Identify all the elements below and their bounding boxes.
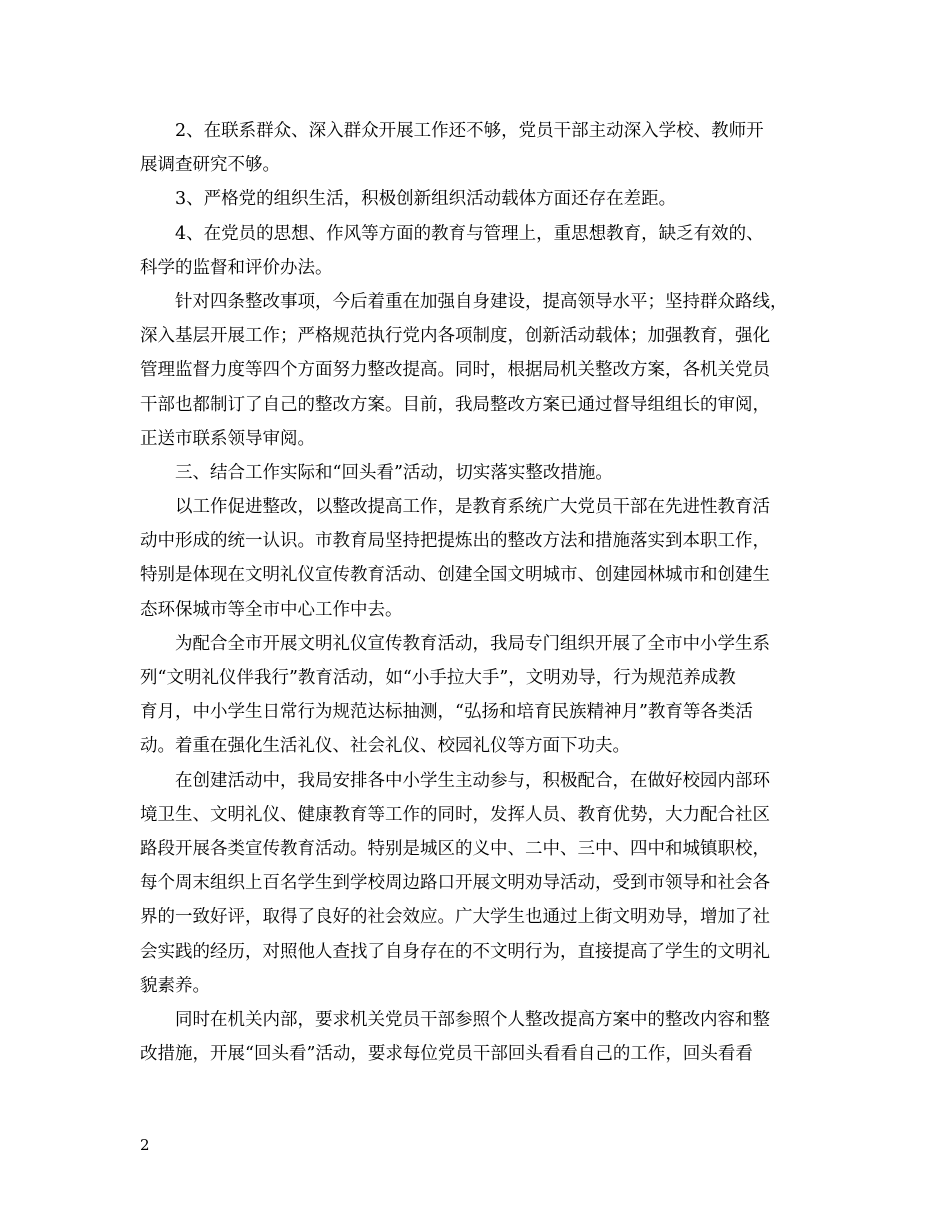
paragraph-line: 每个周末组织上百名学生到学校周边路口开展文明劝导活动，受到市领导和社会各 xyxy=(140,873,770,894)
paragraph-line: 貌素养。 xyxy=(140,975,210,996)
paragraph-line: 在创建活动中，我局安排各中小学生主动参与，积极配合，在做好校园内部环 xyxy=(175,770,770,791)
paragraph-line: 为配合全市开展文明礼仪宣传教育活动，我局专门组织开展了全市中小学生系 xyxy=(175,633,770,654)
paragraph-line: 2、在联系群众、深入群众开展工作还不够，党员干部主动深入学校、教师开 xyxy=(175,121,764,141)
paragraph-line: 3、严格党的组织生活，积极创新组织活动载体方面还存在差距。 xyxy=(175,189,677,210)
paragraph-line: 4、在党员的思想、作风等方面的教育与管理上，重思想教育，缺乏有效的、 xyxy=(175,223,764,244)
paragraph-line: 干部也都制订了自己的整改方案。目前，我局整改方案已通过督导组组长的审阅， xyxy=(140,394,770,415)
paragraph-line: 管理监督力度等四个方面努力整改提高。同时，根据局机关整改方案，各机关党员 xyxy=(140,360,770,381)
paragraph-line: 动。着重在强化生活礼仪、社会礼仪、校园礼仪等方面下功夫。 xyxy=(140,736,630,757)
paragraph-line: 境卫生、文明礼仪、健康教育等工作的同时，发挥人员、教育优势，大力配合社区 xyxy=(140,804,770,825)
paragraph-line: 针对四条整改事项，今后着重在加强自身建设，提高领导水平；坚持群众路线， xyxy=(175,291,788,312)
page-number: 2 xyxy=(140,1136,150,1154)
paragraph-line: 改措施，开展“回头看”活动，要求每位党员干部回头看看自己的工作，回头看看 xyxy=(140,1044,753,1065)
paragraph-line: 同时在机关内部，要求机关党员干部参照个人整改提高方案中的整改内容和整 xyxy=(175,1009,770,1030)
paragraph-line: 界的一致好评，取得了良好的社会效应。广大学生也通过上街文明劝导，增加了社 xyxy=(140,907,770,928)
paragraph-line: 科学的监督和评价办法。 xyxy=(140,257,333,278)
paragraph-line: 展调查研究不够。 xyxy=(140,155,280,176)
paragraph-line: 态环保城市等全市中心工作中去。 xyxy=(140,599,403,620)
paragraph-line: 会实践的经历，对照他人查找了自身存在的不文明行为，直接提高了学生的文明礼 xyxy=(140,941,770,962)
paragraph-line: 路段开展各类宣传教育活动。特别是城区的义中、二中、三中、四中和城镇职校， xyxy=(140,838,770,859)
paragraph-line: 特别是体现在文明礼仪宣传教育活动、创建全国文明城市、创建园林城市和创建生 xyxy=(140,565,770,586)
section-heading: 三、结合工作实际和“回头看”活动，切实落实整改措施。 xyxy=(175,462,613,483)
paragraph-line: 动中形成的统一认识。市教育局坚持把提炼出的整改方法和措施落实到本职工作， xyxy=(140,531,770,552)
paragraph-line: 正送市联系领导审阅。 xyxy=(140,428,315,449)
paragraph-line: 以工作促进整改，以整改提高工作，是教育系统广大党员干部在先进性教育活 xyxy=(175,497,770,518)
paragraph-line: 列“文明礼仪伴我行”教育活动，如“小手拉大手”，文明劝导，行为规范养成教 xyxy=(140,668,736,688)
paragraph-line: 深入基层开展工作；严格规范执行党内各项制度，创新活动载体；加强教育，强化 xyxy=(140,326,770,347)
paragraph-line: 育月，中小学生日常行为规范达标抽测，“弘扬和培育民族精神月”教育等各类活 xyxy=(140,702,753,723)
document-body xyxy=(140,114,812,1071)
